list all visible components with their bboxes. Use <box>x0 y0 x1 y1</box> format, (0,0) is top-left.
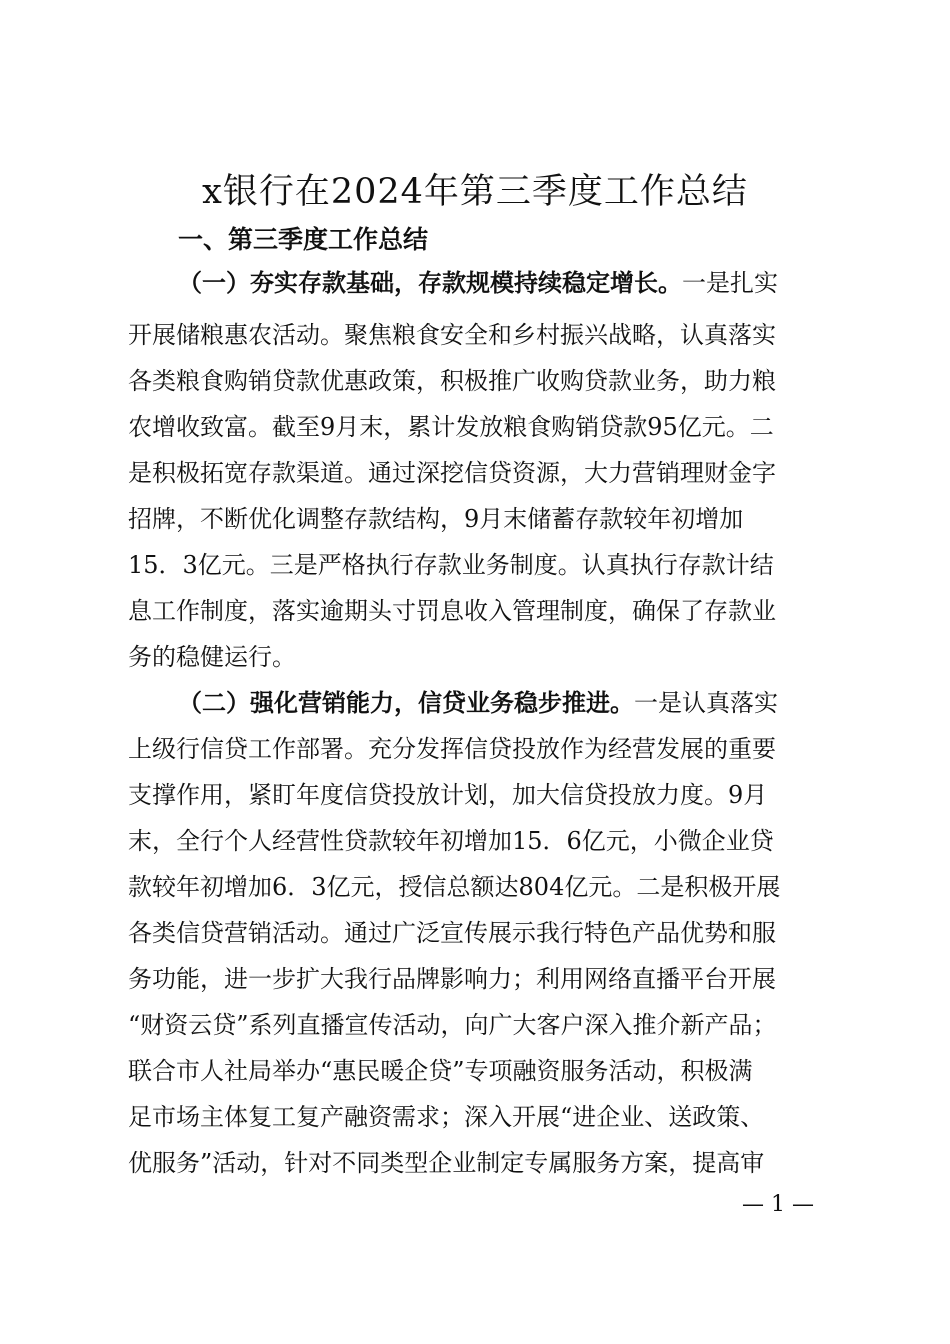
paragraph-line: 联合市人社局举办“惠民暖企贷”专项融资服务活动，积极满 <box>128 1057 753 1085</box>
paragraph-line: “财资云贷”系列直播宣传活动，向广大客户深入推介新产品； <box>128 1011 777 1039</box>
document-title: x银行在2024年第三季度工作总结 <box>202 172 748 212</box>
paragraph-line: 开展储粮惠农活动。聚焦粮食安全和乡村振兴战略，认真落实 <box>128 321 776 349</box>
paragraph-lead: （二）强化营销能力，信贷业务稳步推进。 <box>178 689 634 717</box>
paragraph-line: 末，全行个人经营性贷款较年初增加15．6亿元，小微企业贷 <box>128 827 774 855</box>
paragraph-line: 息工作制度，落实逾期头寸罚息收入管理制度，确保了存款业 <box>128 597 776 625</box>
paragraph-line: 款较年初增加6．3亿元，授信总额达804亿元。二是积极开展 <box>128 873 781 901</box>
paragraph-line: 上级行信贷工作部署。充分发挥信贷投放作为经营发展的重要 <box>128 735 776 763</box>
paragraph-line: 务的稳健运行。 <box>128 643 296 671</box>
paragraph-line: 足市场主体复工复产融资需求；深入开展“进企业、送政策、 <box>128 1103 765 1131</box>
paragraph-line: 各类信贷营销活动。通过广泛宣传展示我行特色产品优势和服 <box>128 919 776 947</box>
paragraph-text: 一是认真落实 <box>634 689 778 717</box>
paragraph-line: 农增收致富。截至9月末，累计发放粮食购销贷款95亿元。二 <box>128 413 774 441</box>
paragraph-line: 15．3亿元。三是严格执行存款业务制度。认真执行存款计结 <box>128 551 774 579</box>
paragraph-line: 优服务”活动，针对不同类型企业制定专属服务方案，提高审 <box>128 1149 765 1177</box>
paragraph-line: 务功能，进一步扩大我行品牌影响力；利用网络直播平台开展 <box>128 965 776 993</box>
paragraph-line: 各类粮食购销贷款优惠政策，积极推广收购贷款业务，助力粮 <box>128 367 776 395</box>
paragraph-text: 一是扎实 <box>682 269 778 297</box>
paragraph-line: 招牌，不断优化调整存款结构，9月末储蓄存款较年初增加 <box>128 505 744 533</box>
paragraph-line <box>178 686 778 720</box>
paragraph-line <box>178 266 778 300</box>
page-number: — 1 — <box>742 1192 814 1217</box>
paragraph-line: 是积极拓宽存款渠道。通过深挖信贷资源，大力营销理财金字 <box>128 459 776 487</box>
paragraph-line: 支撑作用，紧盯年度信贷投放计划，加大信贷投放力度。9月 <box>128 781 768 809</box>
paragraph-lead: （一）夯实存款基础，存款规模持续稳定增长。 <box>178 269 682 297</box>
section-heading: 一、第三季度工作总结 <box>178 225 429 254</box>
